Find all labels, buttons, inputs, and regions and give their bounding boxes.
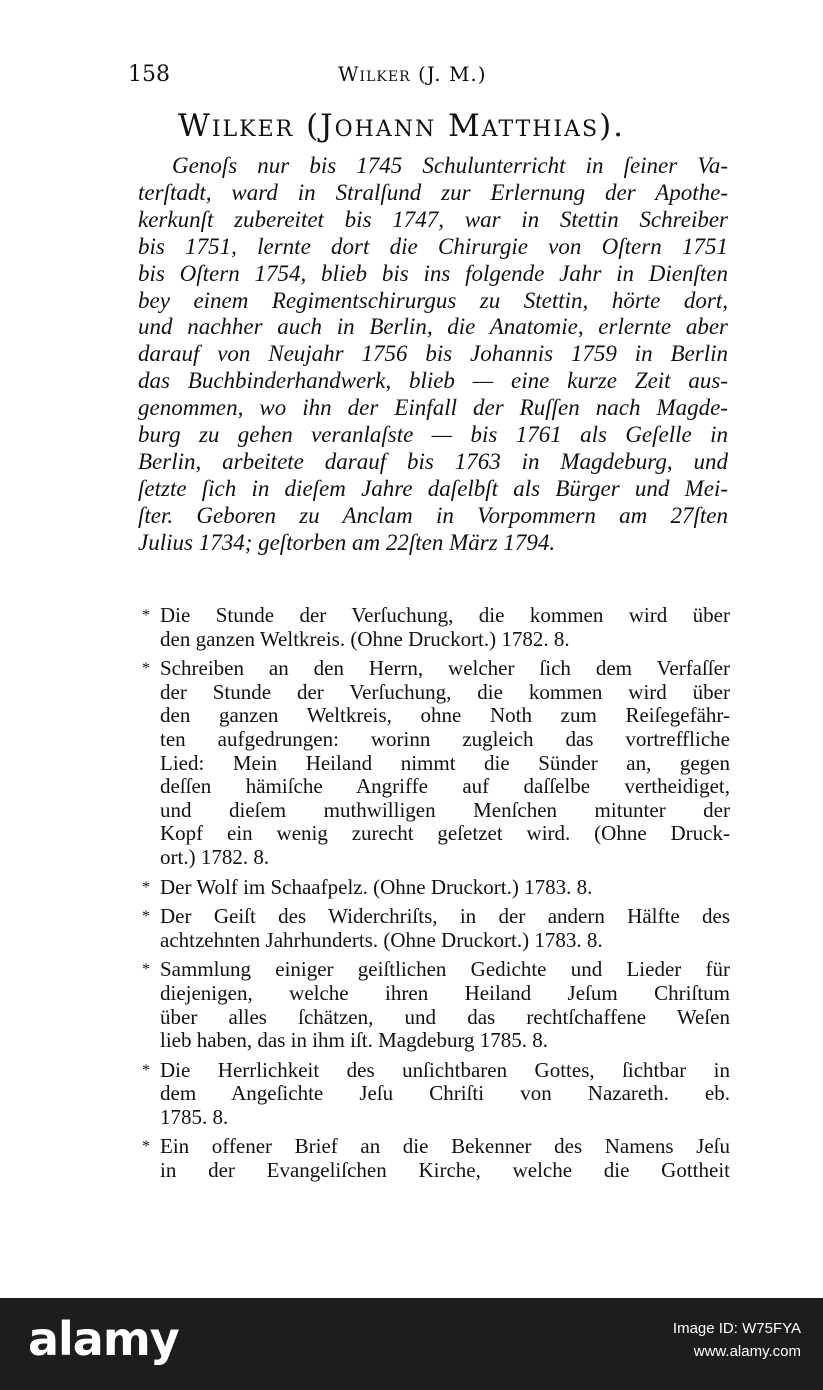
work-line: der Stunde der Verſuchung, die kommen wird über bbox=[160, 679, 730, 704]
work-line: Schreiben an den Herrn, welcher ſich dem Verfaſſer bbox=[160, 656, 730, 681]
work-line: lieb haben, das in ihm iſt. Magdeburg 1785. 8. bbox=[160, 1028, 549, 1053]
page-number: 158 bbox=[128, 62, 170, 87]
biography-line: das Buchbinderhandwerk, blieb — eine kurze Zeit aus- bbox=[138, 368, 728, 394]
work-entry bbox=[136, 905, 730, 952]
work-line: achtzehnten Jahrhunderts. (Ohne Druckort.) 1783. 8. bbox=[160, 927, 603, 952]
asterisk-marker: * bbox=[142, 1061, 150, 1079]
biography-line: bey einem Regimentschirurgus zu Stettin, hörte dort, bbox=[138, 287, 728, 313]
biography-line: darauf von Neujahr 1756 bis Johannis 1759 in Berlin bbox=[138, 341, 728, 367]
work-line: Lied: Mein Heiland nimmt die Sünder an, gegen bbox=[160, 750, 730, 775]
work-line: dem Angeſichte Jeſu Chriſti von Nazareth. eb. bbox=[160, 1081, 730, 1106]
entry-title: Wilker (Johann Matthias). bbox=[178, 108, 626, 144]
asterisk-marker: * bbox=[142, 878, 150, 896]
work-line: in der Evangeliſchen Kirche, welche die Gottheit bbox=[160, 1158, 730, 1183]
biography-line: Genoſs nur bis 1745 Schulunterricht in ſeiner Va- bbox=[172, 153, 728, 178]
biography-line: genommen, wo ihn der Einfall der Ruſſen nach Magde- bbox=[138, 395, 728, 421]
site-url: www.alamy.com bbox=[693, 1343, 801, 1360]
work-line: und dieſem muthwilligen Menſchen mitunter der bbox=[160, 797, 730, 822]
works-list bbox=[136, 604, 730, 1189]
biography-line: und nachher auch in Berlin, die Anatomie, erlernte aber bbox=[138, 314, 728, 340]
asterisk-marker: * bbox=[142, 961, 150, 979]
work-line: den ganzen Weltkreis, ohne Noth zum Reiſegefähr- bbox=[160, 703, 730, 728]
work-line: den ganzen Weltkreis. (Ohne Druckort.) 1782. 8. bbox=[160, 626, 570, 651]
biography-paragraph bbox=[138, 153, 728, 557]
asterisk-marker: * bbox=[142, 607, 150, 624]
biography-line: bis 1751, lernte dort die Chirurgie von Oſtern 1751 bbox=[138, 233, 728, 259]
work-entry bbox=[136, 604, 730, 651]
asterisk-marker: * bbox=[142, 660, 150, 678]
biography-line: Berlin, arbeitete darauf bis 1763 in Magdeburg, und bbox=[138, 448, 728, 474]
biography-line: burg zu gehen veranlaſste — bis 1761 als Geſelle in bbox=[138, 422, 728, 448]
work-line: ort.) 1782. 8. bbox=[160, 844, 270, 869]
work-entry bbox=[136, 1135, 730, 1182]
work-line: über alles ſchätzen, und das rechtſchaffene Weſen bbox=[160, 1004, 730, 1029]
alamy-logo: alamy bbox=[28, 1312, 179, 1366]
work-line: Ein offener Brief an die Bekenner des Namens Jeſu bbox=[160, 1134, 730, 1159]
work-entry bbox=[136, 1059, 730, 1130]
running-title: Wilker (J. M.) bbox=[338, 62, 487, 86]
work-line: Sammlung einiger geiſtlichen Gedichte und Lieder für bbox=[160, 957, 730, 982]
work-entry bbox=[136, 657, 730, 869]
work-entry bbox=[136, 958, 730, 1052]
biography-line: bis Oſtern 1754, blieb bis ins folgende Jahr in Dienſten bbox=[138, 260, 728, 286]
work-line: Die Herrlichkeit des unſichtbaren Gottes, ſichtbar in bbox=[160, 1057, 730, 1082]
asterisk-marker: * bbox=[142, 908, 150, 926]
biography-line: ſter. Geboren zu Anclam in Vorpommern am 27ſten bbox=[138, 502, 728, 528]
work-line: Kopf ein wenig zurecht geſetzet wird. (Ohne Druck- bbox=[160, 821, 730, 846]
work-line: ten aufgedrungen: worinn zugleich das vortreffliche bbox=[160, 726, 730, 751]
work-line: 1785. 8. bbox=[160, 1104, 229, 1129]
work-line: diejenigen, welche ihren Heiland Jeſum Chriſtum bbox=[160, 980, 730, 1005]
work-line: Die Stunde der Verſuchung, die kommen wird über bbox=[160, 603, 730, 627]
work-line: Der Wolf im Schaafpelz. (Ohne Druckort.) 1783. 8. bbox=[160, 874, 593, 899]
asterisk-marker: * bbox=[142, 1138, 150, 1156]
work-entry bbox=[136, 876, 730, 900]
image-id: Image ID: W75FYA bbox=[672, 1320, 801, 1337]
biography-line: Julius 1734; geſtorben am 22ſten März 1794. bbox=[138, 529, 556, 555]
biography-line: ſetzte ſich in dieſem Jahre daſelbſt als Bürger und Mei- bbox=[138, 475, 728, 501]
work-line: Der Geiſt des Widerchriſts, in der andern Hälfte des bbox=[160, 904, 730, 929]
watermark-footer bbox=[0, 1298, 823, 1390]
biography-line: kerkunſt zubereitet bis 1747, war in Stettin Schreiber bbox=[138, 206, 728, 232]
biography-line: terſtadt, ward in Stralſund zur Erlernung der Apothe- bbox=[138, 179, 728, 205]
image-id-block bbox=[673, 1320, 801, 1360]
work-line: deſſen hämiſche Angriffe auf daſſelbe vertheidiget, bbox=[160, 774, 730, 799]
running-head bbox=[128, 62, 688, 92]
